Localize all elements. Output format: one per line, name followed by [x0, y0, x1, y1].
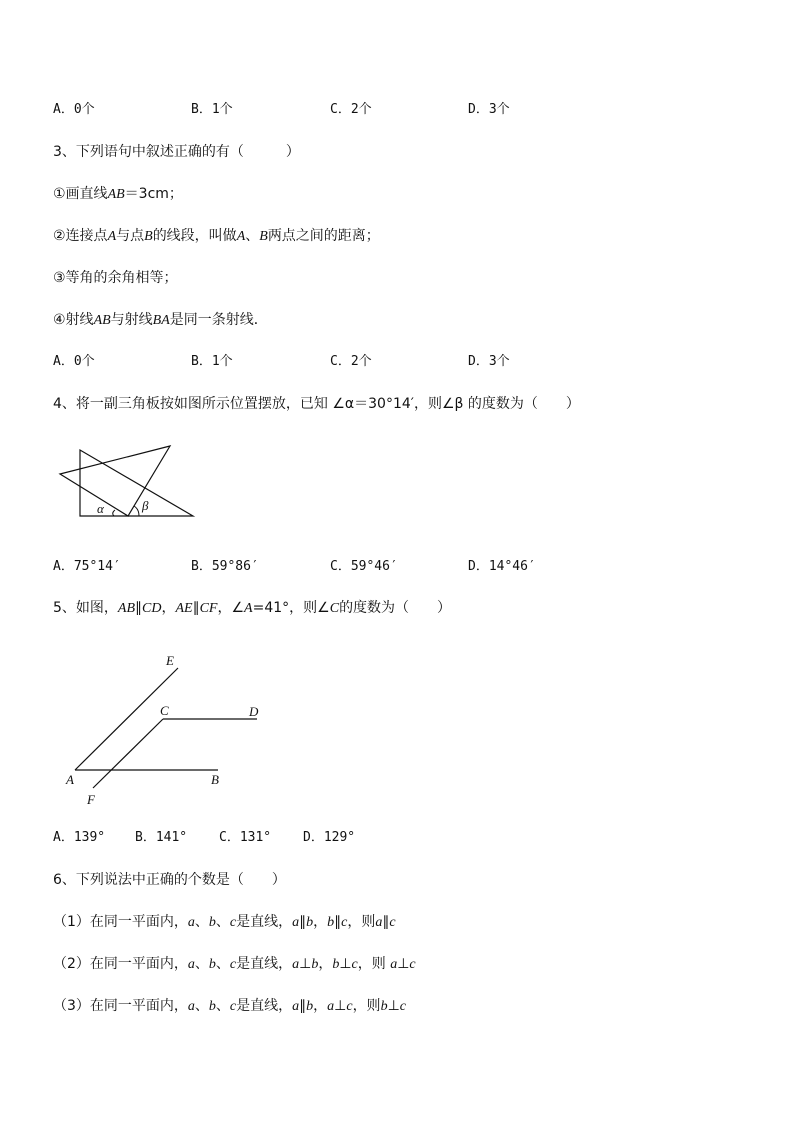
q5-label-b: B: [211, 772, 219, 787]
q4-beta-label: β: [142, 498, 149, 513]
q4-option-b: B．59°86′: [191, 559, 259, 574]
q3-option-d: D．3个: [468, 354, 510, 369]
q2-option-b: B．1个: [191, 102, 233, 117]
q3-option-c: C．2个: [330, 354, 372, 369]
q3-statement-2: ②连接点A与点B的线段，叫做A、B两点之间的距离；: [53, 228, 380, 244]
q5-line-cf: [93, 719, 163, 788]
q6-statement-3: （3）在同一平面内，a、b、c是直线，a∥b，a⊥c，则b⊥c: [53, 998, 406, 1014]
q4-option-a: A．75°14′: [53, 559, 121, 574]
q2-option-a: A．0个: [53, 102, 95, 117]
q4-alpha-label: α: [97, 501, 104, 516]
q4-stem: 4、将一副三角板按如图所示位置摆放，已知 ∠α＝30°14′，则∠β 的度数为（ ）: [53, 396, 580, 412]
q2-option-c: C．2个: [330, 102, 372, 117]
q5-option-a: A．139°: [53, 830, 106, 845]
q3-statement-1: ①画直线AB＝3cm；: [53, 186, 183, 202]
q6-statement-1: （1）在同一平面内，a、b、c是直线，a∥b，b∥c，则a∥c: [53, 914, 396, 930]
q4-option-d: D．14°46′: [468, 559, 536, 574]
q5-label-d: D: [249, 704, 259, 719]
q5-label-e: E: [166, 653, 174, 668]
q3-statement-3: ③等角的余角相等；: [53, 270, 178, 286]
q5-label-c: C: [160, 703, 169, 718]
q3-stem: 3、下列语句中叙述正确的有（ ）: [53, 144, 300, 160]
q5-stem: 5、如图，AB∥CD，AE∥CF，∠A=41°，则∠C的度数为（ ）: [53, 600, 452, 616]
q2-option-d: D．3个: [468, 102, 510, 117]
q5-option-b: B．141°: [135, 830, 188, 845]
q6-statement-2: （2）在同一平面内，a、b、c是直线，a⊥b，b⊥c，则 a⊥c: [53, 956, 416, 972]
q4-option-c: C．59°46′: [330, 559, 398, 574]
q5-option-d: D．129°: [303, 830, 356, 845]
q3-statement-4: ④射线AB与射线BA是同一条射线．: [53, 312, 268, 328]
q6-stem: 6、下列说法中正确的个数是（ ）: [53, 872, 286, 888]
q3-option-b: B．1个: [191, 354, 233, 369]
q5-label-a: A: [66, 772, 74, 787]
q3-option-a: A．0个: [53, 354, 95, 369]
q5-option-c: C．131°: [219, 830, 272, 845]
q5-label-f: F: [87, 792, 95, 807]
